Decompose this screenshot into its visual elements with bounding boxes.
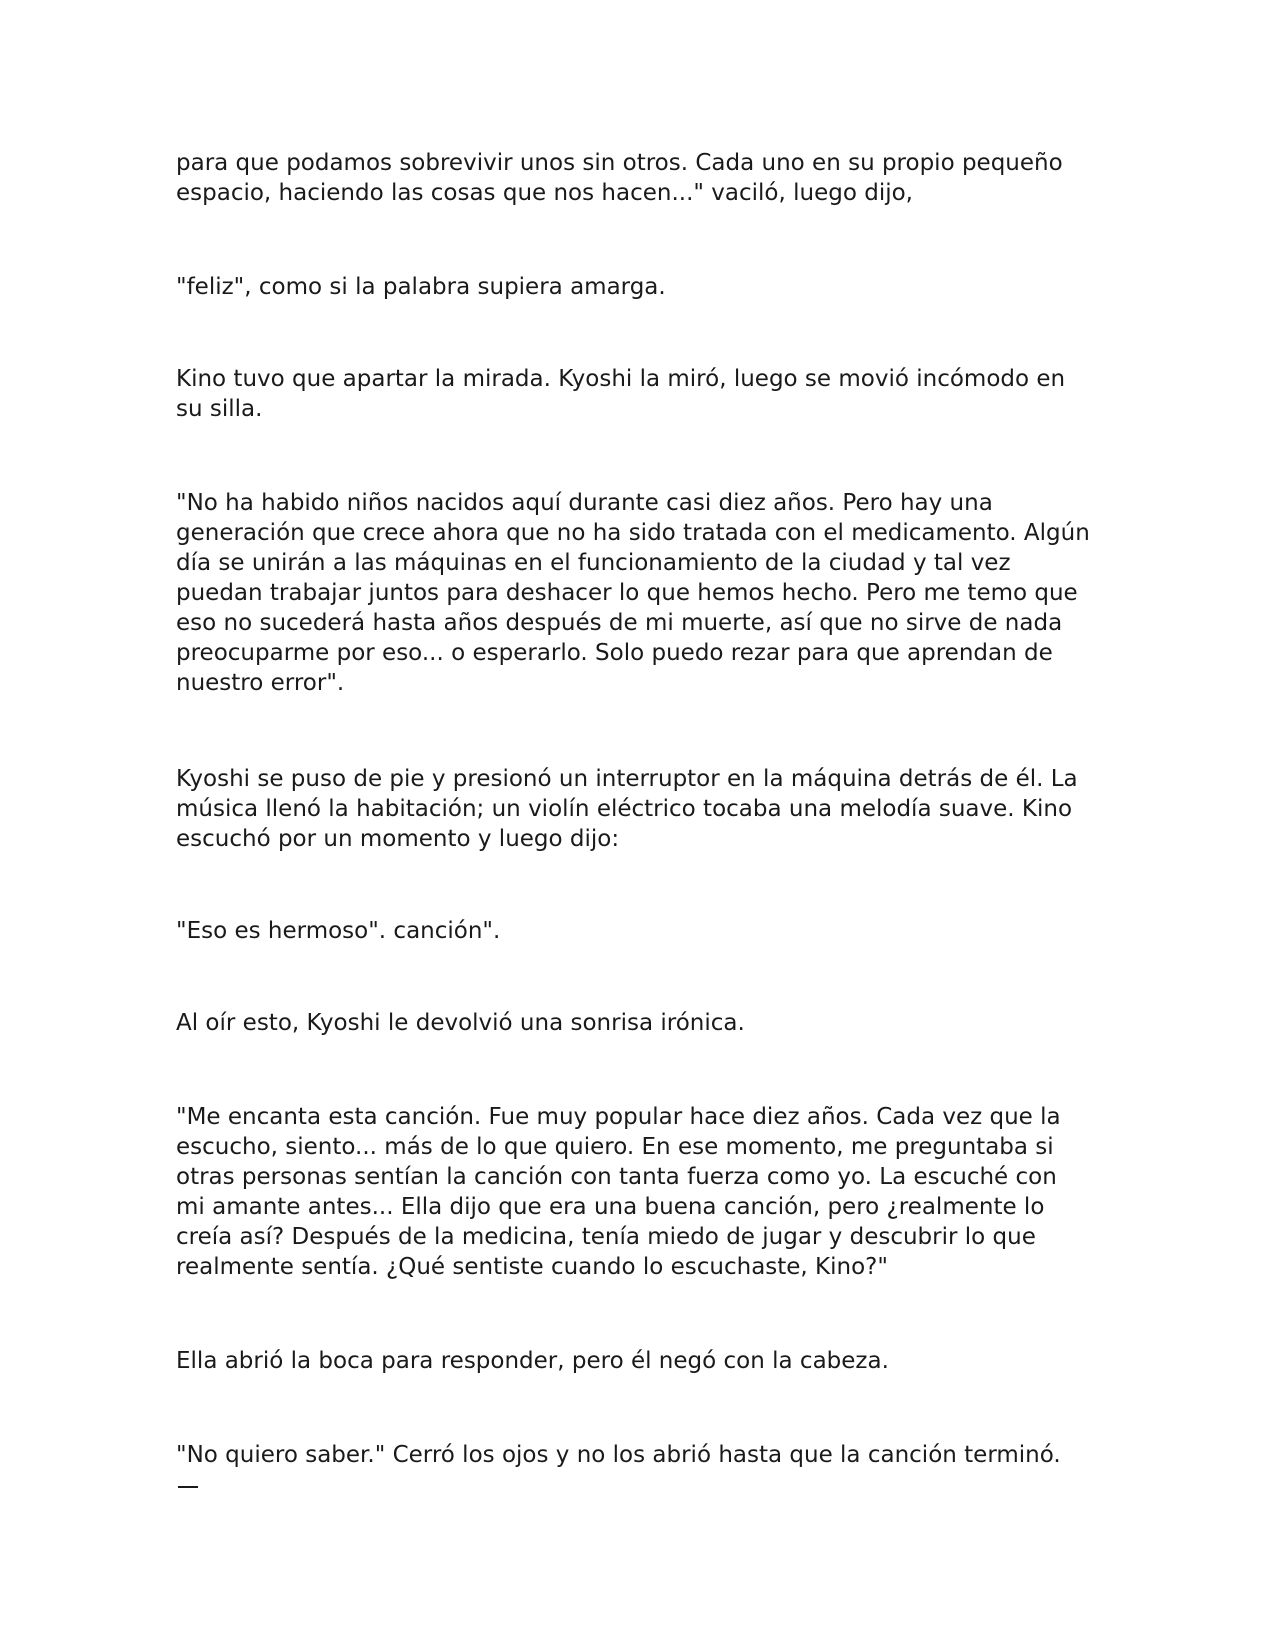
paragraph-1: para que podamos sobrevivir unos sin otros. Cada uno en su propio pequeño espacio, haciendo las cosas que nos hacen..." vaciló, luego dijo, — [176, 150, 1063, 206]
paragraph-4: "No ha habido niños nacidos aquí durante casi diez años. Pero hay una generación que crece ahora que no ha sido tratada con el medicamento. Algún día se unirán a las máquinas en el funcionamiento de la ciudad y tal vez puedan trabajar juntos para deshacer lo que hemos hecho. Pero me temo que eso no sucederá hasta años después de mi muerte, así que no sirve de nada preocuparme por eso... o esperarlo. Solo puedo rezar para que aprendan de nuestro error". — [176, 490, 1090, 696]
paragraph-5: Kyoshi se puso de pie y presionó un interruptor en la máquina detrás de él. La música llenó la habitación; un violín eléctrico tocaba una melodía suave. Kino escuchó por un momento y luego dijo: — [176, 766, 1078, 852]
paragraph-8: "Me encanta esta canción. Fue muy popular hace diez años. Cada vez que la escucho, siento... más de lo que quiero. En ese momento, me preguntaba si otras personas sentían la canción con tanta fuerza como yo. La escuché con mi amante antes... Ella dijo que era una buena canción, pero ¿realmente lo creía así? Después de la medicina, tenía miedo de jugar y descubrir lo que realmente sentía. ¿Qué sentiste cuando lo escuchaste, Kino?" — [176, 1104, 1061, 1280]
paragraph-9: Ella abrió la boca para responder, pero él negó con la cabeza. — [176, 1348, 889, 1374]
em-dash-mark — [178, 1486, 198, 1488]
paragraph-3: Kino tuvo que apartar la mirada. Kyoshi la miró, luego se movió incómodo en su silla. — [176, 366, 1066, 422]
paragraph-10: "No quiero saber." Cerró los ojos y no los abrió hasta que la canción terminó. — [176, 1442, 1061, 1468]
paragraph-2: "feliz", como si la palabra supiera amarga. — [176, 274, 666, 300]
paragraph-7: Al oír esto, Kyoshi le devolvió una sonrisa irónica. — [176, 1010, 745, 1036]
paragraph-6: "Eso es hermoso". canción". — [176, 918, 501, 944]
